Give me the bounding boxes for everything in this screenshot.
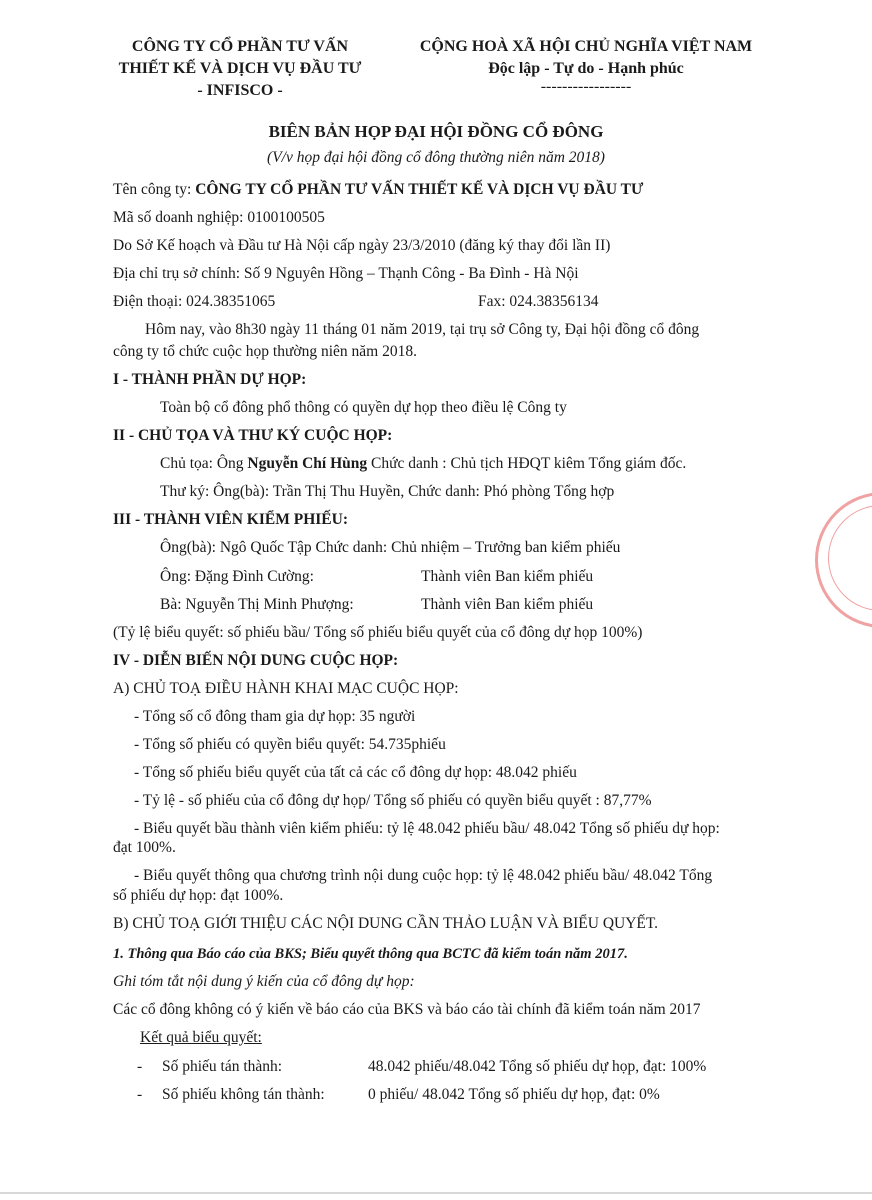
company-header [95,36,385,102]
company-seal [815,492,872,628]
vote-ratio-note: (Tỷ lệ biểu quyết: số phiếu bầu/ Tổng số phiếu biểu quyết của cổ đông dự họp 100%) [113,624,643,641]
result-dash: - [137,1058,143,1075]
national-header [392,36,780,94]
list-item-cont: số phiếu dự họp: đạt 100%. [113,887,284,904]
fax: Fax: 024.38356134 [478,293,599,310]
summary-label: Ghi tóm tắt nội dung ý kiến của cổ đông dự họp: [113,973,415,990]
list-item: - Tỷ lệ - số phiếu của cổ đông dự họp/ Tổng số phiếu có quyền biểu quyết : 87,77% [134,792,652,809]
result-approve-label: Số phiếu tán thành: [162,1058,283,1075]
section-2-heading: II - CHỦ TỌA VÀ THƯ KÝ CUỘC HỌP: [113,427,393,444]
list-item: - Tổng số cổ đông tham gia dự họp: 35 người [134,708,416,725]
document-title: BIÊN BẢN HỌP ĐẠI HỘI ĐỒNG CỔ ĐÔNG [268,122,604,141]
chair-row [160,454,686,474]
subsection-b-heading: B) CHỦ TOẠ GIỚI THIỆU CÁC NỘI DUNG CẦN THẢO LUẬN VÀ BIỂU QUYẾT. [113,915,659,932]
intro-line1: Hôm nay, vào 8h30 ngày 11 tháng 01 năm 2019, tại trụ sở Công ty, Đại hội đồng cổ đông [145,321,700,338]
intro-line2: công ty tổ chức cuộc họp thường niên năm 2018. [113,343,417,360]
result-approve-value: 48.042 phiếu/48.042 Tổng số phiếu dự họp, đạt: 100% [368,1058,707,1075]
tax-code: Mã số doanh nghiệp: 0100100505 [113,209,325,226]
chair-prefix: Chủ tọa: Ông [160,455,248,472]
result-dash: - [137,1086,143,1103]
secretary-row: Thư ký: Ông(bà): Trần Thị Thu Huyền, Chức danh: Phó phòng Tổng hợp [160,483,615,500]
registration-info: Do Sở Kế hoạch và Đầu tư Hà Nội cấp ngày 23/3/2010 (đăng ký thay đổi lần II) [113,237,611,254]
agenda-item-1-title: 1. Thông qua Báo cáo của BKS; Biểu quyết thông qua BCTC đã kiểm toán năm 2017. [113,946,628,962]
national-header-rule: ----------------- [540,78,632,95]
result-reject-value: 0 phiếu/ 48.042 Tổng số phiếu dự họp, đạt: 0% [368,1086,660,1103]
counter-member-1: Ông(bà): Ngô Quốc Tập Chức danh: Chủ nhiệm – Trưởng ban kiểm phiếu [160,539,621,556]
counter-member-2-name: Ông: Đặng Đình Cường: [160,568,314,585]
national-motto: Độc lập - Tự do - Hạnh phúc [488,60,684,77]
counter-member-2-role: Thành viên Ban kiểm phiếu [421,568,594,585]
list-item: - Tổng số phiếu có quyền biểu quyết: 54.735phiếu [134,736,446,753]
list-item: - Biểu quyết bầu thành viên kiểm phiếu: tỷ lệ 48.042 phiếu bầu/ 48.042 Tổng số phiếu dự họp: [134,820,720,837]
section-1-text: Toàn bộ cổ đông phổ thông có quyền dự họp theo điều lệ Công ty [160,399,567,416]
summary-text: Các cổ đông không có ý kiến về báo cáo của BKS và báo cáo tài chính đã kiểm toán năm 2017 [113,1001,701,1018]
chair-name: Nguyễn Chí Hùng [247,455,368,472]
counter-member-3-role: Thành viên Ban kiểm phiếu [421,596,594,613]
address: Địa chỉ trụ sở chính: Số 9 Nguyên Hồng – Thạnh Công - Ba Đình - Hà Nội [113,265,579,282]
company-seal-inner-ring [828,505,872,611]
list-item-cont: đạt 100%. [113,839,176,856]
phone: Điện thoại: 024.38351065 [113,293,276,310]
list-item: - Biểu quyết thông qua chương trình nội dung cuộc họp: tỷ lệ 48.042 phiếu bầu/ 48.042 Tổng [134,867,713,884]
company-name-value: CÔNG TY CỔ PHẦN TƯ VẤN THIẾT KẾ VÀ DỊCH VỤ ĐẦU TƯ [195,181,644,198]
company-header-line1: CÔNG TY CỔ PHẦN TƯ VẤN [131,38,349,55]
section-3-heading: III - THÀNH VIÊN KIỂM PHIẾU: [113,511,348,528]
scan-edge [0,1192,872,1194]
section-4-heading: IV - DIỄN BIẾN NỘI DUNG CUỘC HỌP: [113,652,399,669]
company-name-row [113,180,643,200]
vote-result-label: Kết quả biểu quyết: [140,1029,262,1046]
company-header-line3: - INFISCO - [197,82,283,99]
chair-title: Chức danh : Chủ tịch HĐQT kiêm Tổng giám đốc. [367,455,687,472]
result-reject-label: Số phiếu không tán thành: [162,1086,325,1103]
subsection-a-heading: A) CHỦ TOẠ ĐIỀU HÀNH KHAI MẠC CUỘC HỌP: [113,680,459,697]
company-header-line2: THIẾT KẾ VÀ DỊCH VỤ ĐẦU TƯ [118,60,362,77]
section-1-heading: I - THÀNH PHẦN DỰ HỌP: [113,371,307,388]
company-name-label: Tên công ty: [113,181,196,198]
national-header-line1: CỘNG HOÀ XÃ HỘI CHỦ NGHĨA VIỆT NAM [419,38,753,55]
counter-member-3-name: Bà: Nguyễn Thị Minh Phượng: [160,596,354,613]
document-subtitle: (V/v họp đại hội đồng cổ đông thường niên năm 2018) [267,149,605,166]
list-item: - Tổng số phiếu biểu quyết của tất cả các cổ đông dự họp: 48.042 phiếu [134,764,577,781]
